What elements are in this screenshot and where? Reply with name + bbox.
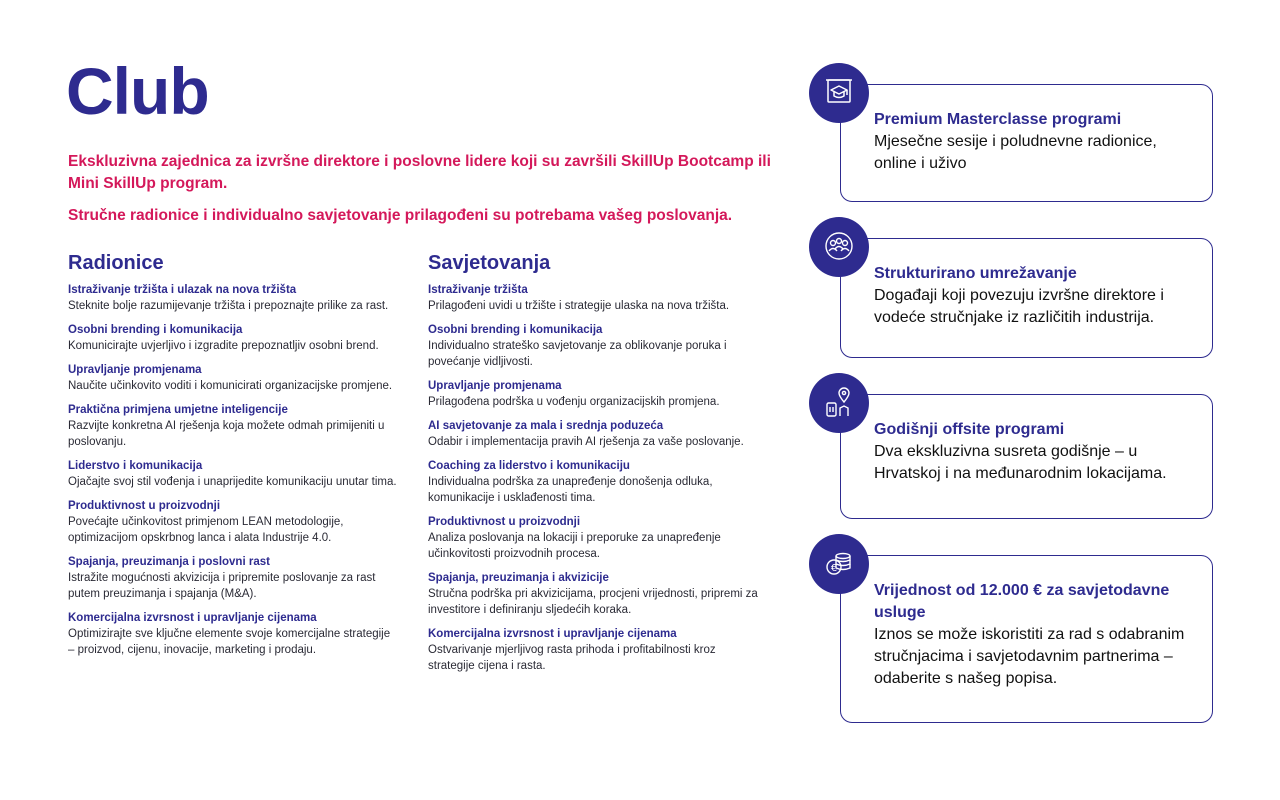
item-title: Praktična primjena umjetne inteligencije [68,404,288,416]
benefit-card-networking [840,238,1213,358]
item-title: Spajanja, preuzimanja i akvizicije [428,572,609,584]
item-description: Prilagođeni uvidi u tržište i strategije ulaska na nova tržišta. [428,300,730,312]
list-item [428,458,763,506]
list-item [68,610,398,658]
item-title: Osobni brending i komunikacija [68,324,243,336]
list-item [68,282,398,314]
list-item [68,322,398,354]
item-title: Liderstvo i komunikacija [68,460,203,472]
list-item [68,362,398,394]
intro-subtitle: Stručne radionice i individualno savjetovanje prilagođeni su potrebama vašeg poslovanja. [68,207,733,224]
radionice-column [68,250,398,666]
list-item [428,418,763,450]
item-description: Razvijte konkretna AI rješenja koja možete odmah primijeniti u poslovanju. [68,420,385,448]
item-description: Steknite bolje razumijevanje tržišta i prepoznajte prilike za rast. [68,300,389,312]
item-description: Ojačajte svoj stil vođenja i unaprijedite komunikaciju unutar tima. [68,476,397,488]
list-item [428,626,763,674]
list-item [428,570,763,618]
item-title: Produktivnost u proizvodnji [68,500,221,512]
list-item [428,322,763,370]
item-description: Odabir i implementacija pravih AI rješenja za vaše poslovanje. [428,436,744,448]
list-item [428,514,763,562]
location-offsite-icon [809,373,869,433]
radionice-heading: Radionice [68,252,164,274]
graduation-cap-icon [809,63,869,123]
card-title: Godišnji offsite programi [874,421,1065,438]
benefit-card-offsite [840,394,1213,519]
card-description: Iznos se može iskoristiti za rad s odabranim stručnjacima i savjetodavnim partnerima – odaberite s našeg popisa. [874,626,1185,687]
item-description: Individualna podrška za unapređenje donošenja odluka, komunikacije i usklađenosti tima. [428,476,713,504]
list-item [428,282,763,314]
people-network-icon [809,217,869,277]
euro-coins-icon [809,534,869,594]
item-title: Upravljanje promjenama [68,364,202,376]
card-title: Strukturirano umrežavanje [874,265,1077,282]
card-title: Vrijednost od 12.000 € za savjetodavne usluge [874,582,1170,621]
item-description: Naučite učinkovito voditi i komunicirati organizacijske promjene. [68,380,393,392]
card-description: Događaji koji povezuju izvršne direktore i vodeće stručnjake iz različitih industrija. [874,287,1164,326]
item-description: Optimizirajte sve ključne elemente svoje komercijalne strategije – proizvod, cijenu, inovacije, marketing i prodaju. [68,628,391,656]
item-title: Osobni brending i komunikacija [428,324,603,336]
page-title: Club [66,54,209,128]
item-description: Komunicirajte uvjerljivo i izgradite prepoznatljiv osobni brend. [68,340,379,352]
item-title: AI savjetovanje za mala i srednja poduzeća [428,420,664,432]
item-description: Prilagođena podrška u vođenju organizacijskih promjena. [428,396,720,408]
item-description: Individualno strateško savjetovanje za oblikovanje poruka i povećanje vidljivosti. [428,340,727,368]
list-item [68,402,398,450]
item-title: Spajanja, preuzimanja i poslovni rast [68,556,270,568]
savjetovanja-heading: Savjetovanja [428,252,551,274]
savjetovanja-column [428,250,763,682]
list-item [68,554,398,602]
svg-text:€: € [830,563,838,574]
item-description: Povećajte učinkovitost primjenom LEAN metodologije, optimizacijom opskrbnog lanca i alata Industrije 4.0. [68,516,344,544]
item-title: Istraživanje tržišta [428,284,528,296]
card-description: Dva ekskluzivna susreta godišnje – u Hrvatskoj i na međunarodnim lokacijama. [874,443,1167,482]
item-description: Analiza poslovanja na lokaciji i preporuke za unapređenje učinkovitosti proizvodnih procesa. [428,532,721,560]
item-title: Coaching za liderstvo i komunikaciju [428,460,630,472]
item-title: Komercijalna izvrsnost i upravljanje cijenama [428,628,677,640]
item-title: Istraživanje tržišta i ulazak na nova tržišta [68,284,297,296]
item-description: Ostvarivanje mjerljivog rasta prihoda i profitabilnosti kroz strategije cijena i rasta. [428,644,716,672]
benefit-card-masterclass [840,84,1213,202]
item-title: Upravljanje promjenama [428,380,562,392]
list-item [68,458,398,490]
benefit-card-advisory-value [840,555,1213,723]
item-title: Produktivnost u proizvodnji [428,516,581,528]
intro-lead: Ekskluzivna zajednica za izvršne direktore i poslovne lidere koji su završili SkillUp Bootcamp ili Mini SkillUp program. [68,153,771,192]
card-description: Mjesečne sesije i poludnevne radionice, online i uživo [874,133,1157,172]
item-title: Komercijalna izvrsnost i upravljanje cijenama [68,612,317,624]
item-description: Stručna podrška pri akvizicijama, procjeni vrijednosti, pripremi za investitore i definiranju sljedećih koraka. [428,588,758,616]
item-description: Istražite mogućnosti akvizicija i pripremite poslovanje za rast putem preuzimanja i spajanja (M&A). [68,572,376,600]
card-title: Premium Masterclasse programi [874,111,1122,128]
list-item [428,378,763,410]
list-item [68,498,398,546]
